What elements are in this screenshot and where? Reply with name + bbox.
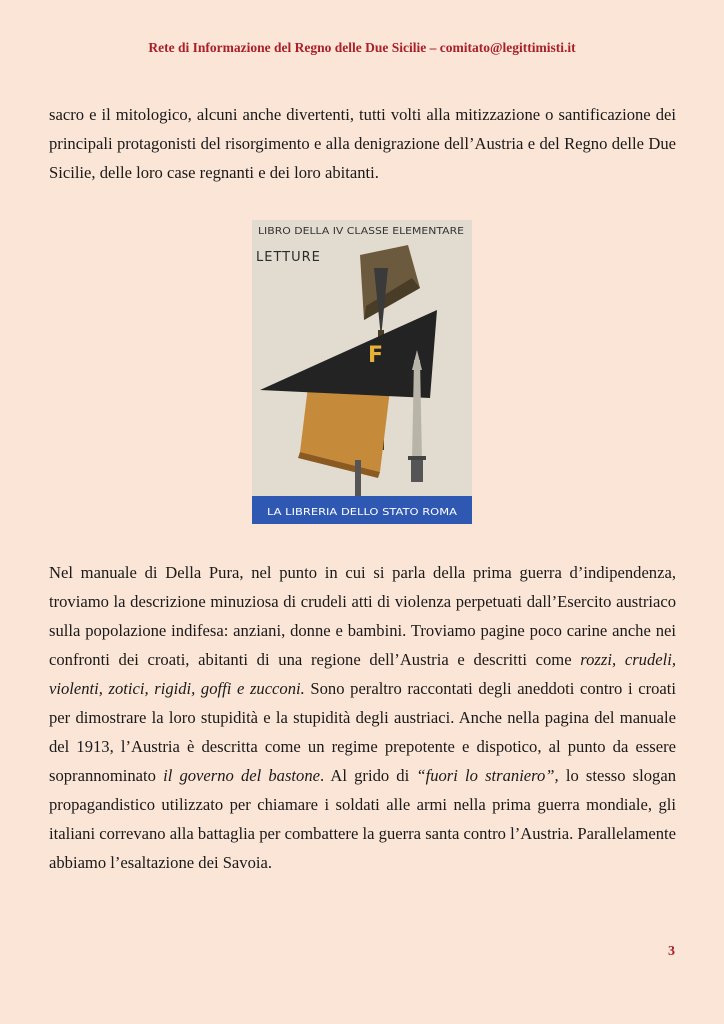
p2-em3: “fuori lo straniero”, bbox=[416, 766, 559, 785]
p2-seg1: Nel manuale di Della Pura, nel punto in cui si parla della prima guerra d’indipendenza, troviamo la descrizione minuziosa di crudeli atti di violenza perpetuati dall’Esercito austriaco sulla popolazione indifesa: anziani, donne e bambini. Troviamo pagine poco carine anche nei confronti dei croati, abitanti di una regione dell’Austria e descritti come bbox=[49, 563, 676, 669]
cover-emblem: F bbox=[368, 343, 384, 368]
p2-em1: rozzi, crudeli, violenti, zotici, rigidi, goffi e zucconi. bbox=[49, 650, 676, 698]
p2-seg4: lo stesso slogan propagandistico utilizzato per chiamare i soldati alle armi nella prima guerra mondiale, gli italiani correvano alla battaglia per combattere la guerra santa contro l’Austria. Parallelamente abbiamo l’esaltazione dei Savoia. bbox=[49, 766, 677, 872]
p2-seg2: Sono peraltro raccontati degli aneddoti contro i croati per dimostrare la loro stupidità e la stupidità degli austriaci. Anche nella pagina del manuale del 1913, l’Austria è descritta come un regime prepotente e dispotico, al punto da essere soprannominato bbox=[49, 679, 676, 785]
book-cover-image bbox=[252, 220, 472, 524]
cover-title: LETTURE bbox=[256, 250, 321, 265]
page-header: Rete di Informazione del Regno delle Due Sicilie – comitato@legittimisti.it bbox=[148, 40, 576, 55]
p2-em2: il governo del bastone bbox=[163, 766, 321, 785]
page-number: 3 bbox=[668, 944, 675, 959]
paragraph-1: sacro e il mitologico, alcuni anche divertenti, tutti volti alla mitizzazione o santificazione dei principali protagonisti del risorgimento e alla denigrazione dell’Austria e del Regno delle Due Sicilie, delle loro case regnanti e dei loro abitanti. bbox=[49, 105, 676, 182]
p2-seg3: . Al grido di bbox=[320, 766, 417, 785]
cover-top-line: LIBRO DELLA IV CLASSE ELEMENTARE bbox=[258, 226, 464, 237]
paragraph-2 bbox=[49, 558, 676, 877]
cover-publisher: LA LIBRERIA DELLO STATO ROMA bbox=[267, 507, 458, 518]
